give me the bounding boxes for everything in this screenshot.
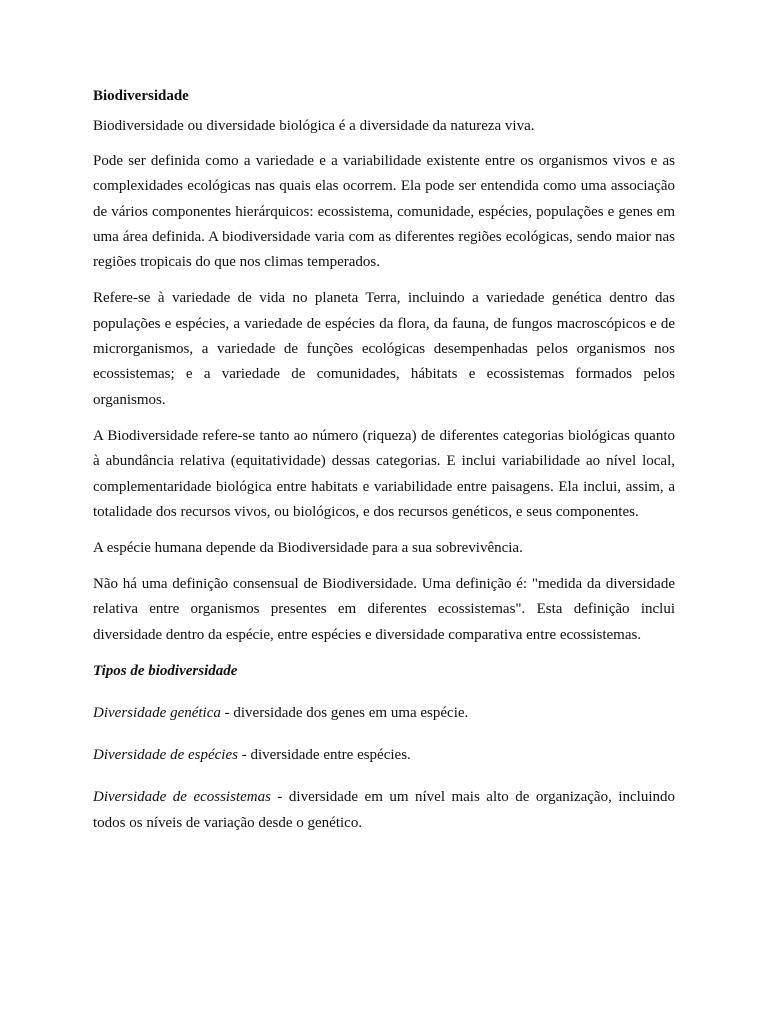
paragraph-richness: A Biodiversidade refere-se tanto ao número (riqueza) de diferentes categorias biológicas quanto à abundância relativa (equitatividade) dessas categorias. E inclui variabilidade ao nível local, complementaridade biológica entre habitats e variabilidade entre paisagens. Ela inclui, assim, a totalidade dos recursos vivos, ou biológicos, e dos recursos genéticos, e seus componentes. — [93, 427, 675, 520]
type-item-genetic — [93, 701, 675, 726]
type-item-species — [93, 743, 675, 768]
type-term: Diversidade de espécies — [93, 747, 238, 764]
document-page — [93, 86, 675, 853]
types-heading: Tipos de biodiversidade — [93, 663, 238, 680]
type-term: Diversidade de ecossistemas — [93, 789, 271, 806]
type-description: - diversidade entre espécies. — [237, 747, 411, 764]
paragraph-variety: Refere-se à variedade de vida no planeta Terra, incluindo a variedade genética dentro das populações e espécies, a variedade de espécies da flora, da fauna, de fungos macroscópicos e de microrganismos, a variedade de funções ecológicas desempenhadas pelos organismos nos ecossistemas; e a variedade de comunidades, hábitats e ecossistemas formados pelos organismos. — [93, 290, 675, 408]
document-title: Biodiversidade — [93, 88, 189, 104]
paragraph-consensus: Não há uma definição consensual de Biodiversidade. Uma definição é: "medida da diversidade relativa entre organismos presentes em diferentes ecossistemas". Esta definição inclui diversidade dentro da espécie, entre espécies e diversidade comparativa entre ecossistemas. — [93, 576, 675, 643]
type-term: Diversidade genética — [93, 705, 221, 722]
type-description: - diversidade dos genes em uma espécie. — [220, 705, 469, 722]
lead-sentence: Biodiversidade ou diversidade biológica é a diversidade da natureza viva. — [93, 118, 535, 134]
type-item-ecosystems — [93, 785, 675, 836]
paragraph-definition: Pode ser definida como a variedade e a variabilidade existente entre os organismos vivos e as complexidades ecológicas nas quais elas ocorrem. Ela pode ser entendida como uma associação de vários componentes hierárquicos: ecossistema, comunidade, espécies, populações e genes em uma área definida. A biodiversidade varia com as diferentes regiões ecológicas, sendo maior nas regiões tropicais do que nos climas temperados. — [93, 153, 675, 271]
paragraph-human-dependence: A espécie humana depende da Biodiversidade para a sua sobrevivência. — [93, 540, 523, 557]
type-description: - diversidade em um nível mais alto de organização, incluindo todos os níveis de variação desde o genético. — [93, 789, 675, 831]
